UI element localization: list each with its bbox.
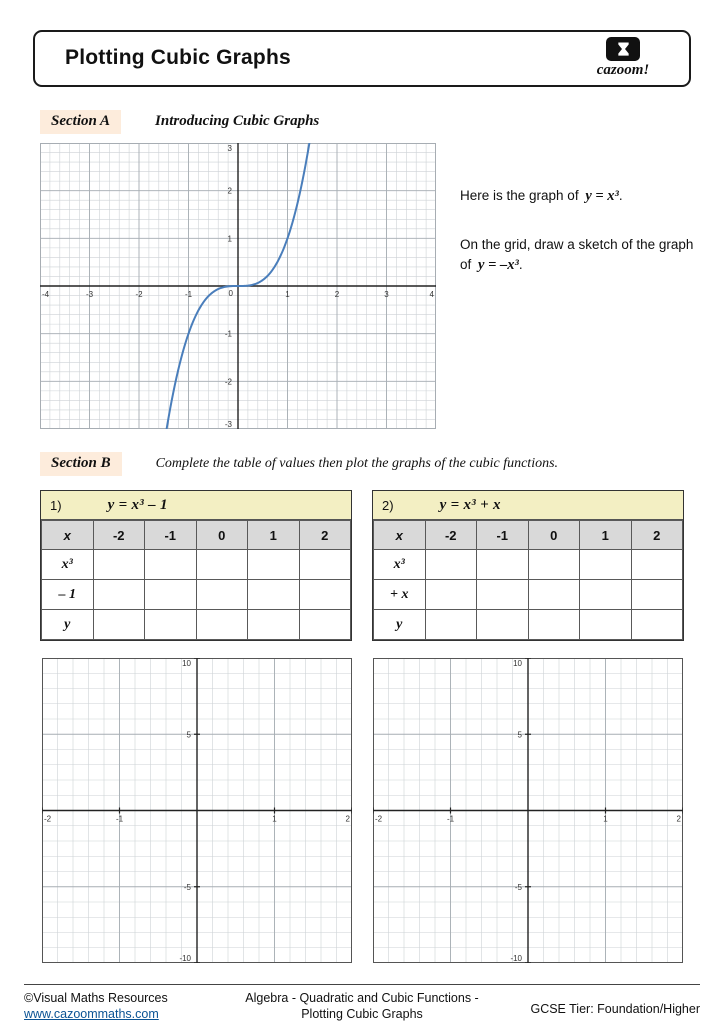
- problem-1-box: [40, 490, 352, 641]
- col-header: -2: [425, 521, 477, 550]
- answer-cell: [631, 580, 683, 610]
- svg-text:-2: -2: [135, 290, 143, 299]
- col-header: -2: [93, 521, 145, 550]
- svg-text:4: 4: [429, 290, 434, 299]
- footer-tier: GCSE Tier: Foundation/Higher: [530, 1002, 700, 1016]
- svg-text:-1: -1: [446, 814, 455, 824]
- svg-text:1: 1: [272, 814, 277, 824]
- problem-2-box: [372, 490, 684, 641]
- note-2-text: On the grid, draw a sketch of the graph of: [460, 237, 694, 272]
- section-b-label: Section B: [40, 452, 122, 476]
- svg-text:10: 10: [513, 659, 522, 668]
- intro-cubic-graph: [40, 143, 436, 429]
- svg-text:-2: -2: [44, 814, 52, 824]
- website-link[interactable]: www.cazoommaths.com: [24, 1007, 159, 1022]
- copyright-text: ©Visual Maths Resources: [24, 991, 168, 1005]
- answer-cell: [631, 610, 683, 640]
- svg-text:5: 5: [186, 730, 191, 740]
- col-header-x: x: [42, 521, 94, 550]
- col-header: 2: [299, 521, 351, 550]
- answer-cell: [299, 610, 351, 640]
- note-1-text: Here is the graph of: [460, 188, 583, 203]
- svg-text:-3: -3: [224, 420, 232, 429]
- answer-cell: [528, 610, 580, 640]
- svg-text:5: 5: [517, 730, 522, 740]
- answer-cell: [580, 610, 632, 640]
- problem-2-header: [373, 491, 683, 520]
- svg-text:-1: -1: [184, 290, 193, 299]
- answer-cell: [299, 580, 351, 610]
- note-1-end: .: [618, 188, 623, 203]
- answer-cell: [93, 550, 145, 580]
- table-row: [42, 550, 351, 580]
- svg-text:-2: -2: [375, 814, 383, 824]
- col-header: -1: [145, 521, 197, 550]
- row-label: x³: [42, 550, 94, 580]
- answer-cell: [477, 580, 529, 610]
- svg-text:10: 10: [182, 659, 191, 668]
- problem-1-header: [41, 491, 351, 520]
- footer-divider: [24, 984, 700, 985]
- answer-cell: [425, 610, 477, 640]
- svg-text:-10: -10: [510, 954, 522, 963]
- table-row: [42, 610, 351, 640]
- answer-cell: [580, 580, 632, 610]
- answer-cell: [196, 550, 248, 580]
- answer-cell: [425, 580, 477, 610]
- answer-cell: [93, 610, 145, 640]
- svg-text:2: 2: [227, 186, 232, 196]
- svg-text:1: 1: [227, 234, 232, 244]
- svg-text:0: 0: [228, 289, 233, 298]
- svg-text:-5: -5: [514, 882, 522, 892]
- col-header: 1: [248, 521, 300, 550]
- answer-cell: [580, 550, 632, 580]
- answer-cell: [528, 550, 580, 580]
- problem-2-number: 2): [382, 497, 394, 513]
- answer-cell: [93, 580, 145, 610]
- note-2-end: .: [518, 256, 523, 272]
- row-label: y: [42, 610, 94, 640]
- answer-cell: [631, 550, 683, 580]
- intro-notes: [460, 186, 698, 304]
- col-header: 0: [528, 521, 580, 550]
- answer-cell: [425, 550, 477, 580]
- section-b-instruction: Complete the table of values then plot the graphs of the cubic functions.: [155, 456, 559, 471]
- answer-cell: [145, 580, 197, 610]
- topic-line-2: Plotting Cubic Graphs: [301, 1007, 423, 1022]
- row-label: + x: [374, 580, 426, 610]
- table-row: [374, 580, 683, 610]
- answer-cell: [196, 580, 248, 610]
- svg-text:2: 2: [676, 814, 681, 824]
- section-a-header: [40, 110, 319, 134]
- svg-text:-2: -2: [224, 377, 232, 387]
- answer-cell: [145, 610, 197, 640]
- svg-text:-4: -4: [42, 290, 50, 299]
- svg-text:-3: -3: [85, 290, 94, 299]
- problem-1-values-table: [41, 520, 351, 640]
- note-1-math: y = x³: [585, 188, 619, 204]
- col-header: 1: [580, 521, 632, 550]
- header: [33, 30, 691, 87]
- section-a-label: Section A: [40, 110, 121, 134]
- answer-cell: [248, 610, 300, 640]
- svg-text:1: 1: [603, 814, 608, 824]
- section-b-header: [40, 452, 558, 476]
- row-label: – 1: [42, 580, 94, 610]
- svg-text:-5: -5: [183, 882, 191, 892]
- svg-text:-10: -10: [179, 954, 191, 963]
- svg-text:3: 3: [384, 290, 389, 299]
- note-1: [460, 186, 698, 207]
- table-header-row: [374, 521, 683, 550]
- col-header-x: x: [374, 521, 426, 550]
- col-header: -1: [477, 521, 529, 550]
- answer-cell: [145, 550, 197, 580]
- svg-text:1: 1: [285, 290, 290, 299]
- answer-cell: [248, 550, 300, 580]
- topic-line-1: Algebra - Quadratic and Cubic Functions -: [245, 991, 479, 1005]
- answer-grid-2: [373, 658, 683, 963]
- table-row: [42, 580, 351, 610]
- table-header-row: [42, 521, 351, 550]
- note-2-math: y = –x³: [478, 256, 519, 273]
- answer-cell: [477, 550, 529, 580]
- problem-2-values-table: [373, 520, 683, 640]
- answer-cell: [299, 550, 351, 580]
- footer-topic: [212, 990, 512, 1023]
- problem-1-number: 1): [50, 497, 62, 513]
- footer-credits: [24, 990, 168, 1023]
- problem-2-equation: y = x³ + x: [439, 496, 501, 513]
- cazoom-logo: [581, 37, 665, 79]
- logo-text: cazoom!: [596, 62, 650, 78]
- hourglass-icon: [606, 37, 640, 61]
- row-label: x³: [374, 550, 426, 580]
- col-header: 0: [196, 521, 248, 550]
- svg-text:2: 2: [334, 290, 340, 299]
- problem-1-equation: y = x³ – 1: [107, 496, 168, 513]
- answer-cell: [248, 580, 300, 610]
- svg-text:2: 2: [345, 814, 350, 824]
- page-title: Plotting Cubic Graphs: [65, 46, 291, 69]
- answer-cell: [477, 610, 529, 640]
- section-a-heading: Introducing Cubic Graphs: [155, 113, 320, 129]
- note-2: [460, 235, 698, 276]
- svg-text:-1: -1: [224, 329, 232, 339]
- table-row: [374, 610, 683, 640]
- row-label: y: [374, 610, 426, 640]
- svg-text:-1: -1: [115, 814, 124, 824]
- table-row: [374, 550, 683, 580]
- answer-cell: [528, 580, 580, 610]
- answer-cell: [196, 610, 248, 640]
- col-header: 2: [631, 521, 683, 550]
- answer-grid-1: [42, 658, 352, 963]
- svg-text:3: 3: [227, 144, 232, 153]
